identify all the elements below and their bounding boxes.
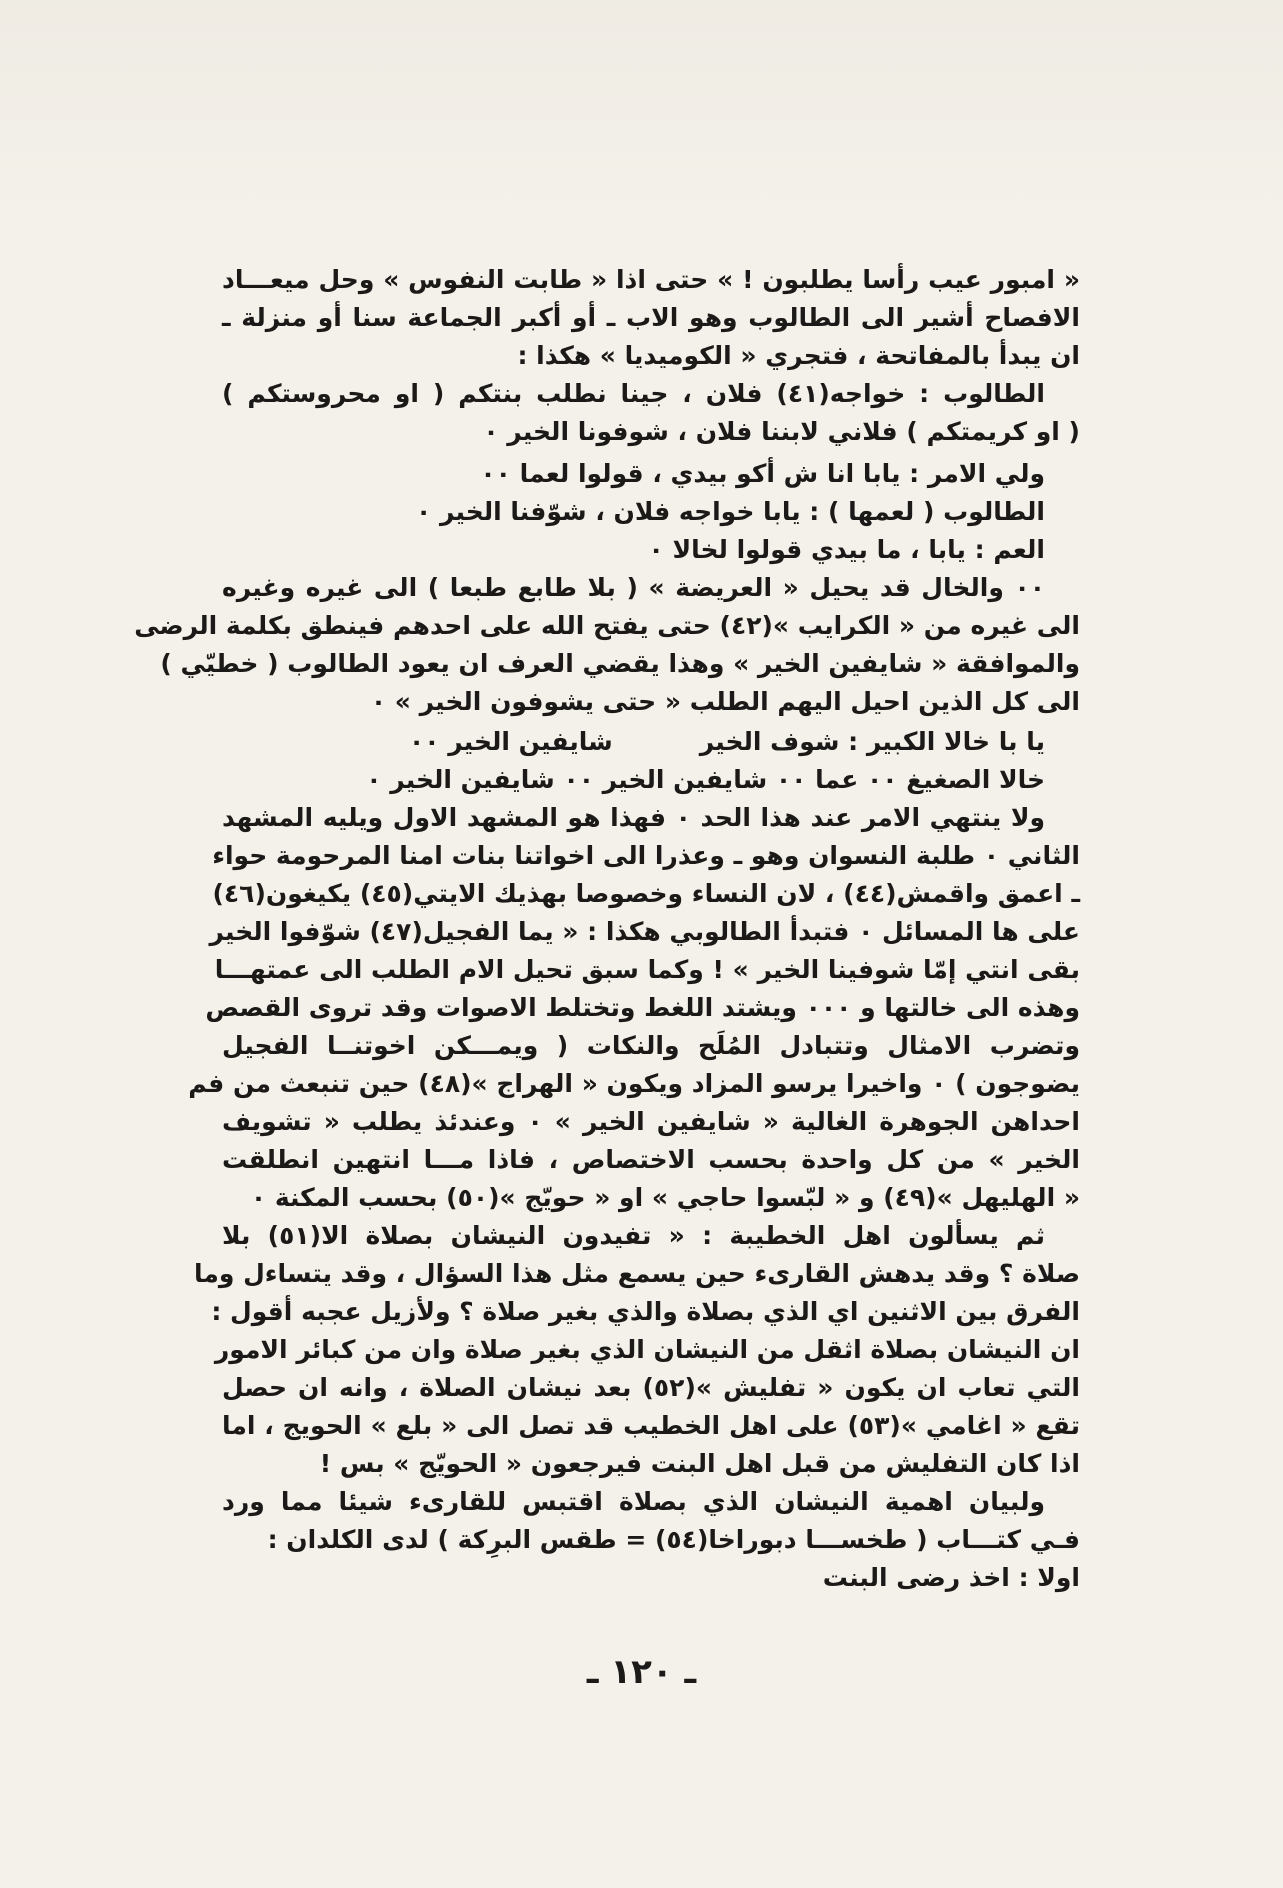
text-line: الطالوب ( لعمها ) : يابا خواجه فلان ، شوّفنا الخير ٠ <box>415 497 1045 526</box>
text-line: والموافقة « شايفين الخير » وهذا يقضي العرف ان يعود الطالوب ( خطيّي ) <box>160 649 1080 678</box>
text-line: ان النيشان بصلاة اثقل من النيشان الذي بغير صلاة وان من كبائر الامور <box>214 1335 1080 1364</box>
scan-shade <box>0 0 1283 220</box>
text-line: الى كل الذين احيل اليهم الطلب « حتى يشوفون الخير » ٠ <box>370 687 1080 716</box>
text-line: ولي الامر : يابا انا ش أكو بيدي ، قولوا لعما ٠٠ <box>480 459 1045 488</box>
text-line: الافصاح أشير الى الطالوب وهو الاب ـ أو أكبر الجماعة سنا أو منزلة ـ <box>222 303 1080 332</box>
text-line: التي تعاب ان يكون « تفليش »(٥٢) بعد نيشان الصلاة ، وانه ان حصل <box>222 1373 1080 1402</box>
text-line: يا با خالا الكبير : شوف الخير شايفين الخير ٠٠ <box>408 727 1045 756</box>
page-body <box>134 258 1080 1768</box>
text-line: خالا الصغيغ ٠٠ عما ٠٠ شايفين الخير ٠٠ شايفين الخير ٠ <box>366 765 1045 794</box>
text-line: ان يبدأ بالمفاتحة ، فتجري « الكوميديا » هكذا : <box>517 341 1080 370</box>
text-line: « امبور عيب رأسا يطلبون ! » حتى اذا « طابت النفوس » وحل ميعـــاد <box>222 265 1080 294</box>
page-number: ـ ١٢٠ ـ <box>586 1652 697 1692</box>
text-line: ٠٠ والخال قد يحيل « العريضة » ( بلا طابع طبعا ) الى غيره وغيره <box>222 573 1045 602</box>
text-line: الثاني ٠ طلبة النسوان وهو ـ وعذرا الى اخواتنا بنات امنا المرحومة حواء <box>212 841 1080 870</box>
text-line: ـ اعمق واقمش(٤٤) ، لان النساء وخصوصا بهذيك الايتي(٤٥) يكيغون(٤٦) <box>212 879 1080 908</box>
text-line: العم : يابا ، ما بيدي قولوا لخالا ٠ <box>648 535 1045 564</box>
text-line: ( او كريمتكم ) فلاني لابننا فلان ، شوفونا الخير ٠ <box>483 417 1080 446</box>
text-line: يضوجون ) ٠ واخيرا يرسو المزاد ويكون « الهراج »(٤٨) حين تنبعث من فم <box>188 1069 1080 1098</box>
text-line: وهذه الى خالتها و ٠٠٠ ويشتد اللغط وتختلط الاصوات وقد تروى القصص <box>205 993 1080 1022</box>
text-line: فـي كتـــاب ( طخســـا دبوراخا(٥٤) = طقس البرِكة ) لدى الكلدان : <box>267 1525 1080 1554</box>
text-line: الفرق بين الاثنين اي الذي بصلاة والذي بغير صلاة ؟ ولأزيل عجبه أقول : <box>211 1297 1080 1326</box>
text-line: ثم يسألون اهل الخطيبة : « تفيدون النيشان بصلاة الا(٥١) بلا <box>222 1221 1046 1250</box>
text-line: اذا كان التفليش من قبل اهل البنت فيرجعون « الحويّج » بس ! <box>319 1449 1080 1478</box>
text-line: صلاة ؟ وقد يدهش القارىء حين يسمع مثل هذا السؤال ، وقد يتساءل وما <box>193 1259 1080 1288</box>
text-line: احداهن الجوهرة الغالية « شايفين الخير » ٠ وعندئذ يطلب « تشويف <box>222 1107 1080 1136</box>
text-line: وتضرب الامثال وتتبادل المُلَح والنكات ( ويمـــكن اخوتنــا الفجيل <box>222 1031 1080 1060</box>
text-line: « الهليهل »(٤٩) و « لبّسوا حاجي » او « حويّج »(٥٠) بحسب المكنة ٠ <box>250 1183 1080 1212</box>
text-line: الخير » من كل واحدة بحسب الاختصاص ، فاذا مـــا انتهين انطلقت <box>222 1145 1080 1174</box>
text-line: ولا ينتهي الامر عند هذا الحد ٠ فهذا هو المشهد الاول ويليه المشهد <box>222 803 1046 832</box>
text-line: الى غيره من « الكرايب »(٤٢) حتى يفتح الله على احدهم فينطق بكلمة الرضى <box>134 611 1080 640</box>
text-line: الطالوب : خواجه(٤١) فلان ، جينا نطلب بنتكم ( او محروستكم ) <box>222 379 1046 408</box>
text-line: بقى انتي إمّا شوفينا الخير » ! وكما سبق تحيل الام الطلب الى عمتهـــا <box>214 955 1080 984</box>
text-line: ولبيان اهمية النيشان الذي بصلاة اقتبس للقارىء شيئا مما ورد <box>222 1487 1045 1516</box>
text-line: تقع « اغامي »(٥٣) على اهل الخطيب قد تصل الى « بلع » الحويج ، اما <box>222 1411 1080 1440</box>
text-line: على ها المسائل ٠ فتبدأ الطالوبي هكذا : « يما الفجيل(٤٧) شوّفوا الخير <box>209 917 1080 946</box>
text-line: اولا : اخذ رضى البنت <box>822 1563 1080 1592</box>
